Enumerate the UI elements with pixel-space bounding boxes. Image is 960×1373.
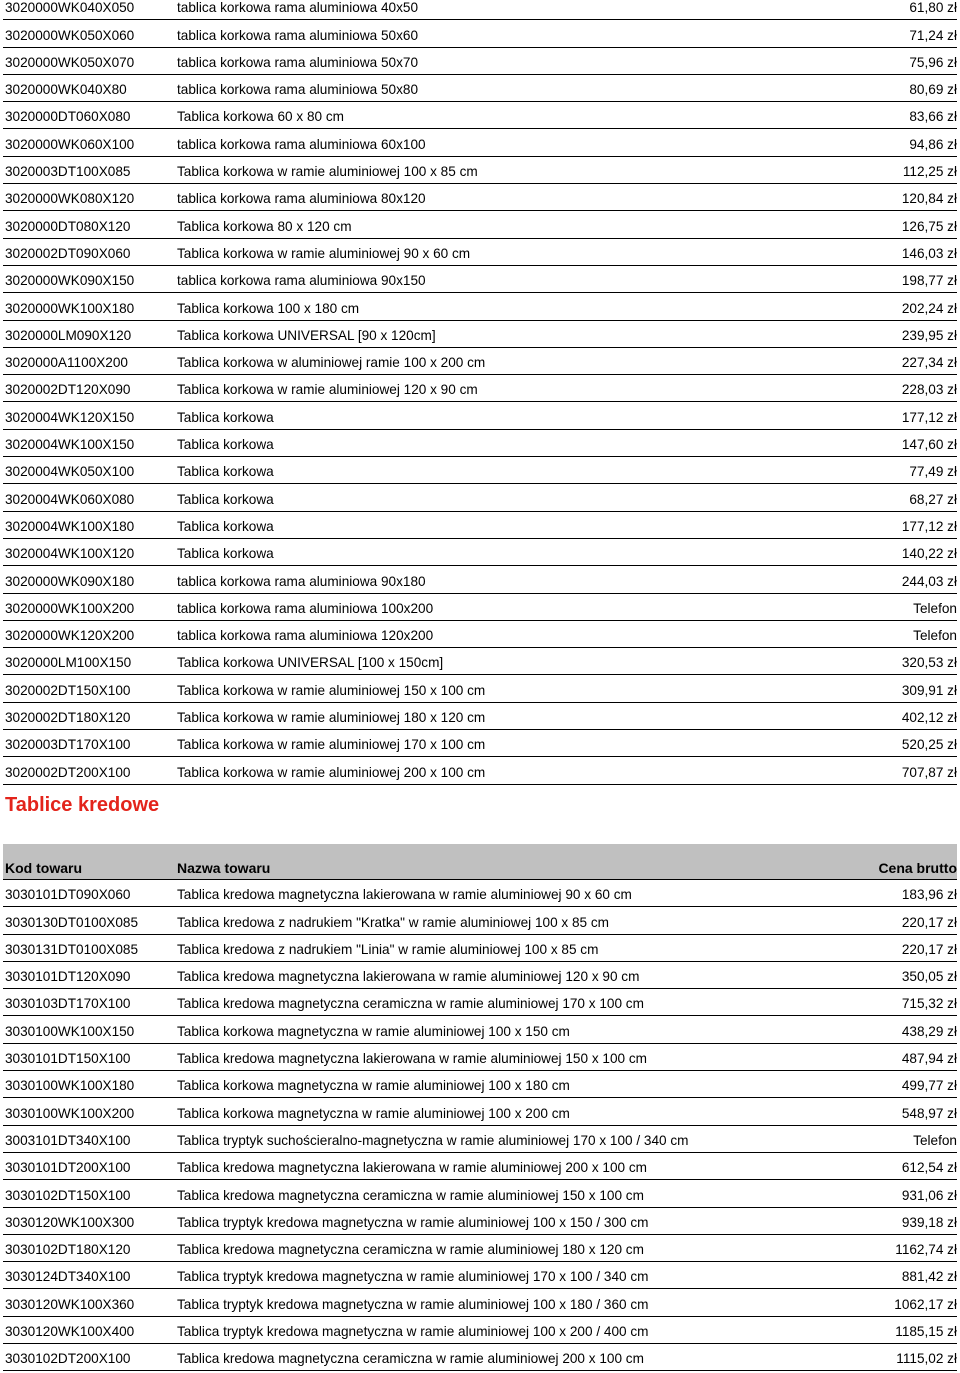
product-price: 487,94 zł — [901, 1051, 957, 1067]
product-name: Tablica kredowa z nadrukiem "Linia" w ramie aluminiowej 100 x 85 cm — [177, 941, 599, 957]
product-price: 140,22 zł — [901, 546, 957, 562]
product-price: 707,87 zł — [901, 764, 957, 780]
table-row — [3, 512, 957, 539]
table-row — [3, 211, 957, 238]
product-price: 1115,02 zł — [896, 1351, 957, 1367]
product-price: 220,17 zł — [901, 914, 957, 930]
product-code: 3030103DT170X100 — [5, 996, 131, 1012]
table-row — [3, 1180, 957, 1207]
product-name: Tablica korkowa w ramie aluminiowej 150 x 100 cm — [177, 682, 486, 698]
product-code: 3020004WK100X180 — [5, 518, 135, 534]
product-name: tablica korkowa rama aluminiowa 50x60 — [177, 27, 419, 43]
product-price: 939,18 zł — [901, 1214, 957, 1230]
product-price: 715,32 zł — [901, 996, 957, 1012]
product-code: 3020004WK100X150 — [5, 437, 135, 453]
product-name: Tablica tryptyk kredowa magnetyczna w ramie aluminiowej 100 x 200 / 400 cm — [177, 1324, 649, 1340]
product-code: 3020004WK050X100 — [5, 464, 135, 480]
product-name: Tablica kredowa magnetyczna ceramiczna w ramie aluminiowej 180 x 120 cm — [177, 1242, 644, 1258]
product-code: 3020000WK040X80 — [5, 82, 127, 98]
table-row — [3, 48, 957, 75]
table-row — [3, 1153, 957, 1180]
product-price: 548,97 zł — [901, 1105, 957, 1121]
product-name: Tablica korkowa 80 x 120 cm — [177, 218, 352, 234]
product-price: 612,54 zł — [901, 1160, 957, 1176]
product-code: 3020002DT120X090 — [5, 382, 131, 398]
product-name: Tablica korkowa w ramie aluminiowej 170 x 100 cm — [177, 737, 486, 753]
product-code: 3020000WK100X180 — [5, 300, 135, 316]
product-price: 75,96 zł — [909, 54, 957, 70]
table-row — [3, 539, 957, 566]
table-row — [3, 348, 957, 375]
product-name: Tablica korkowa w ramie aluminiowej 200 x 100 cm — [177, 764, 486, 780]
table-header-row — [3, 844, 957, 880]
product-code: 3030100WK100X150 — [5, 1023, 135, 1039]
product-price: 239,95 zł — [901, 327, 957, 343]
table-row — [3, 1208, 957, 1235]
product-code: 3020000LM100X150 — [5, 655, 132, 671]
product-code: 3020000LM090X120 — [5, 327, 132, 343]
product-price: Telefon — [913, 1132, 957, 1148]
table-row — [3, 1016, 957, 1043]
table-row — [3, 621, 957, 648]
product-code: 3030102DT200X100 — [5, 1351, 131, 1367]
product-code: 3020000WK090X150 — [5, 273, 135, 289]
table-row — [3, 129, 957, 156]
product-price: 202,24 zł — [901, 300, 957, 316]
product-code: 3020000WK060X100 — [5, 136, 135, 152]
product-code: 3030130DT0100X085 — [5, 914, 139, 930]
product-code: 3020004WK100X120 — [5, 546, 135, 562]
product-code: 3030120WK100X360 — [5, 1296, 135, 1312]
chalkboards-table — [3, 844, 957, 1371]
product-code: 3030131DT0100X085 — [5, 941, 139, 957]
product-price: 126,75 zł — [901, 218, 957, 234]
product-price: 320,53 zł — [901, 655, 957, 671]
table-row — [3, 75, 957, 102]
product-name: Tablica kredowa magnetyczna ceramiczna w ramie aluminiowej 170 x 100 cm — [177, 996, 644, 1012]
product-code: 3020004WK060X080 — [5, 491, 135, 507]
product-name: Tablica korkowa w ramie aluminiowej 180 x 120 cm — [177, 710, 486, 726]
table-row — [3, 880, 957, 907]
product-code: 3003101DT340X100 — [5, 1132, 131, 1148]
product-name: Tablica korkowa w ramie aluminiowej 90 x 60 cm — [177, 245, 471, 261]
product-price: 61,80 zł — [909, 0, 957, 16]
table-row — [3, 989, 957, 1016]
cork-boards-table — [3, 0, 957, 785]
product-code: 3030102DT180X120 — [5, 1242, 131, 1258]
table-row — [3, 293, 957, 320]
product-price: 147,60 zł — [901, 437, 957, 453]
table-row — [3, 594, 957, 621]
product-code: 3020003DT100X085 — [5, 164, 131, 180]
product-name: Tablica korkowa w ramie aluminiowej 100 x 85 cm — [177, 164, 478, 180]
product-price: 881,42 zł — [901, 1269, 957, 1285]
product-name: Tablica korkowa — [177, 546, 274, 562]
product-price: 309,91 zł — [901, 682, 957, 698]
product-code: 3020000WK090X180 — [5, 573, 135, 589]
product-name: Tablica korkowa magnetyczna w ramie aluminiowej 100 x 150 cm — [177, 1023, 570, 1039]
product-code: 3020004WK120X150 — [5, 409, 135, 425]
table-row — [3, 1289, 957, 1316]
product-name: Tablica kredowa magnetyczna lakierowana w ramie aluminiowej 120 x 90 cm — [177, 969, 640, 985]
product-price: 94,86 zł — [909, 136, 957, 152]
product-price: 198,77 zł — [901, 273, 957, 289]
product-code: 3030101DT200X100 — [5, 1160, 131, 1176]
table-row — [3, 321, 957, 348]
table-row — [3, 1044, 957, 1071]
product-name: tablica korkowa rama aluminiowa 100x200 — [177, 600, 434, 616]
table-row — [3, 675, 957, 702]
product-code: 3030120WK100X400 — [5, 1324, 135, 1340]
product-code: 3030100WK100X200 — [5, 1105, 135, 1121]
product-price: Telefon — [913, 600, 957, 616]
table-row — [3, 375, 957, 402]
product-price: 350,05 zł — [901, 969, 957, 985]
table-row — [3, 648, 957, 675]
product-name: Tablica tryptyk kredowa magnetyczna w ramie aluminiowej 100 x 150 / 300 cm — [177, 1214, 649, 1230]
product-price: 438,29 zł — [901, 1023, 957, 1039]
product-price: 931,06 zł — [901, 1187, 957, 1203]
product-name: tablica korkowa rama aluminiowa 40x50 — [177, 0, 419, 16]
table-row — [3, 1235, 957, 1262]
table-row — [3, 157, 957, 184]
product-price: 1185,15 zł — [895, 1324, 957, 1340]
product-name: Tablica korkowa w aluminiowej ramie 100 x 200 cm — [177, 355, 486, 371]
product-price: 220,17 zł — [901, 941, 957, 957]
product-name: Tablica tryptyk suchościeralno-magnetyczna w ramie aluminiowej 170 x 100 / 340 cm — [177, 1132, 689, 1148]
table-row — [3, 457, 957, 484]
table-row — [3, 1344, 957, 1371]
product-name: Tablica kredowa z nadrukiem "Kratka" w ramie aluminiowej 100 x 85 cm — [177, 914, 609, 930]
product-price: Telefon — [913, 628, 957, 644]
header-product-code: Kod towaru — [5, 860, 82, 876]
product-code: 3030100WK100X180 — [5, 1078, 135, 1094]
product-price: 228,03 zł — [901, 382, 957, 398]
section-title-chalkboards: Tablice kredowe — [5, 794, 160, 816]
product-price: 77,49 zł — [909, 464, 957, 480]
product-code: 3020000A1100X200 — [5, 355, 128, 371]
product-price: 244,03 zł — [901, 573, 957, 589]
product-price: 68,27 zł — [909, 491, 957, 507]
product-code: 3020002DT200X100 — [5, 764, 131, 780]
product-name: tablica korkowa rama aluminiowa 60x100 — [177, 136, 426, 152]
product-price: 83,66 zł — [909, 109, 957, 125]
product-name: Tablica korkowa 100 x 180 cm — [177, 300, 360, 316]
table-row — [3, 239, 957, 266]
table-row — [3, 20, 957, 47]
table-row — [3, 566, 957, 593]
table-row — [3, 730, 957, 757]
product-name: Tablica korkowa — [177, 464, 274, 480]
table-row — [3, 484, 957, 511]
product-code: 3030102DT150X100 — [5, 1187, 131, 1203]
product-code: 3020002DT150X100 — [5, 682, 131, 698]
product-price: 499,77 zł — [901, 1078, 957, 1094]
product-name: Tablica kredowa magnetyczna ceramiczna w ramie aluminiowej 150 x 100 cm — [177, 1187, 644, 1203]
product-code: 3030120WK100X300 — [5, 1214, 135, 1230]
product-price: 80,69 zł — [909, 82, 957, 98]
product-price: 177,12 zł — [901, 409, 957, 425]
table-row — [3, 1071, 957, 1098]
product-code: 3020000DT060X080 — [5, 109, 131, 125]
product-code: 3020002DT090X060 — [5, 245, 131, 261]
product-price: 120,84 zł — [901, 191, 957, 207]
product-name: Tablica korkowa — [177, 437, 274, 453]
table-row — [3, 935, 957, 962]
table-row — [3, 430, 957, 457]
table-row — [3, 703, 957, 730]
product-name: Tablica tryptyk kredowa magnetyczna w ramie aluminiowej 170 x 100 / 340 cm — [177, 1269, 649, 1285]
product-code: 3020000DT080X120 — [5, 218, 131, 234]
product-code: 3020000WK040X050 — [5, 0, 135, 16]
product-name: tablica korkowa rama aluminiowa 50x80 — [177, 82, 419, 98]
product-name: Tablica korkowa UNIVERSAL [90 x 120cm] — [177, 327, 436, 343]
product-name: Tablica tryptyk kredowa magnetyczna w ramie aluminiowej 100 x 180 / 360 cm — [177, 1296, 649, 1312]
table-row — [3, 1098, 957, 1125]
product-code: 3030124DT340X100 — [5, 1269, 131, 1285]
product-name: Tablica korkowa magnetyczna w ramie aluminiowej 100 x 180 cm — [177, 1078, 570, 1094]
product-price: 112,25 zł — [902, 164, 957, 180]
product-price: 1062,17 zł — [894, 1296, 957, 1312]
product-name: Tablica korkowa — [177, 491, 274, 507]
table-row — [3, 1126, 957, 1153]
product-code: 3030101DT090X060 — [5, 887, 131, 903]
product-code: 3020000WK050X070 — [5, 54, 135, 70]
table-row — [3, 1317, 957, 1344]
product-name: Tablica kredowa magnetyczna lakierowana w ramie aluminiowej 150 x 100 cm — [177, 1051, 647, 1067]
product-name: Tablica korkowa — [177, 518, 274, 534]
header-product-name: Nazwa towaru — [177, 860, 271, 876]
product-name: Tablica korkowa UNIVERSAL [100 x 150cm] — [177, 655, 444, 671]
header-gross-price: Cena brutto — [878, 860, 957, 876]
table-row — [3, 184, 957, 211]
product-name: tablica korkowa rama aluminiowa 120x200 — [177, 628, 434, 644]
table-row — [3, 962, 957, 989]
table-row — [3, 757, 957, 784]
product-code: 3020000WK050X060 — [5, 27, 135, 43]
product-name: Tablica korkowa — [177, 409, 274, 425]
table-row — [3, 1262, 957, 1289]
product-name: Tablica korkowa magnetyczna w ramie aluminiowej 100 x 200 cm — [177, 1105, 570, 1121]
product-price: 227,34 zł — [901, 355, 957, 371]
product-price: 177,12 zł — [901, 518, 957, 534]
product-code: 3020002DT180X120 — [5, 710, 131, 726]
product-code: 3020000WK080X120 — [5, 191, 135, 207]
table-row — [3, 266, 957, 293]
product-price: 146,03 zł — [901, 245, 957, 261]
product-code: 3020000WK100X200 — [5, 600, 135, 616]
product-code: 3020003DT170X100 — [5, 737, 131, 753]
table-row — [3, 0, 957, 20]
product-price: 183,96 zł — [901, 887, 957, 903]
product-name: Tablica kredowa magnetyczna lakierowana w ramie aluminiowej 90 x 60 cm — [177, 887, 632, 903]
table-row — [3, 402, 957, 429]
product-price: 71,24 zł — [909, 27, 957, 43]
product-name: Tablica korkowa 60 x 80 cm — [177, 109, 344, 125]
table-row — [3, 102, 957, 129]
product-name: tablica korkowa rama aluminiowa 90x180 — [177, 573, 426, 589]
product-code: 3030101DT150X100 — [5, 1051, 131, 1067]
product-name: tablica korkowa rama aluminiowa 80x120 — [177, 191, 426, 207]
product-name: tablica korkowa rama aluminiowa 50x70 — [177, 54, 419, 70]
product-price: 1162,74 zł — [895, 1242, 957, 1258]
product-price: 520,25 zł — [901, 737, 957, 753]
product-code: 3020000WK120X200 — [5, 628, 135, 644]
product-name: Tablica korkowa w ramie aluminiowej 120 x 90 cm — [177, 382, 478, 398]
product-name: tablica korkowa rama aluminiowa 90x150 — [177, 273, 426, 289]
product-code: 3030101DT120X090 — [5, 969, 131, 985]
product-name: Tablica kredowa magnetyczna ceramiczna w ramie aluminiowej 200 x 100 cm — [177, 1351, 644, 1367]
product-name: Tablica kredowa magnetyczna lakierowana w ramie aluminiowej 200 x 100 cm — [177, 1160, 647, 1176]
table-row — [3, 907, 957, 934]
product-price: 402,12 zł — [901, 710, 957, 726]
